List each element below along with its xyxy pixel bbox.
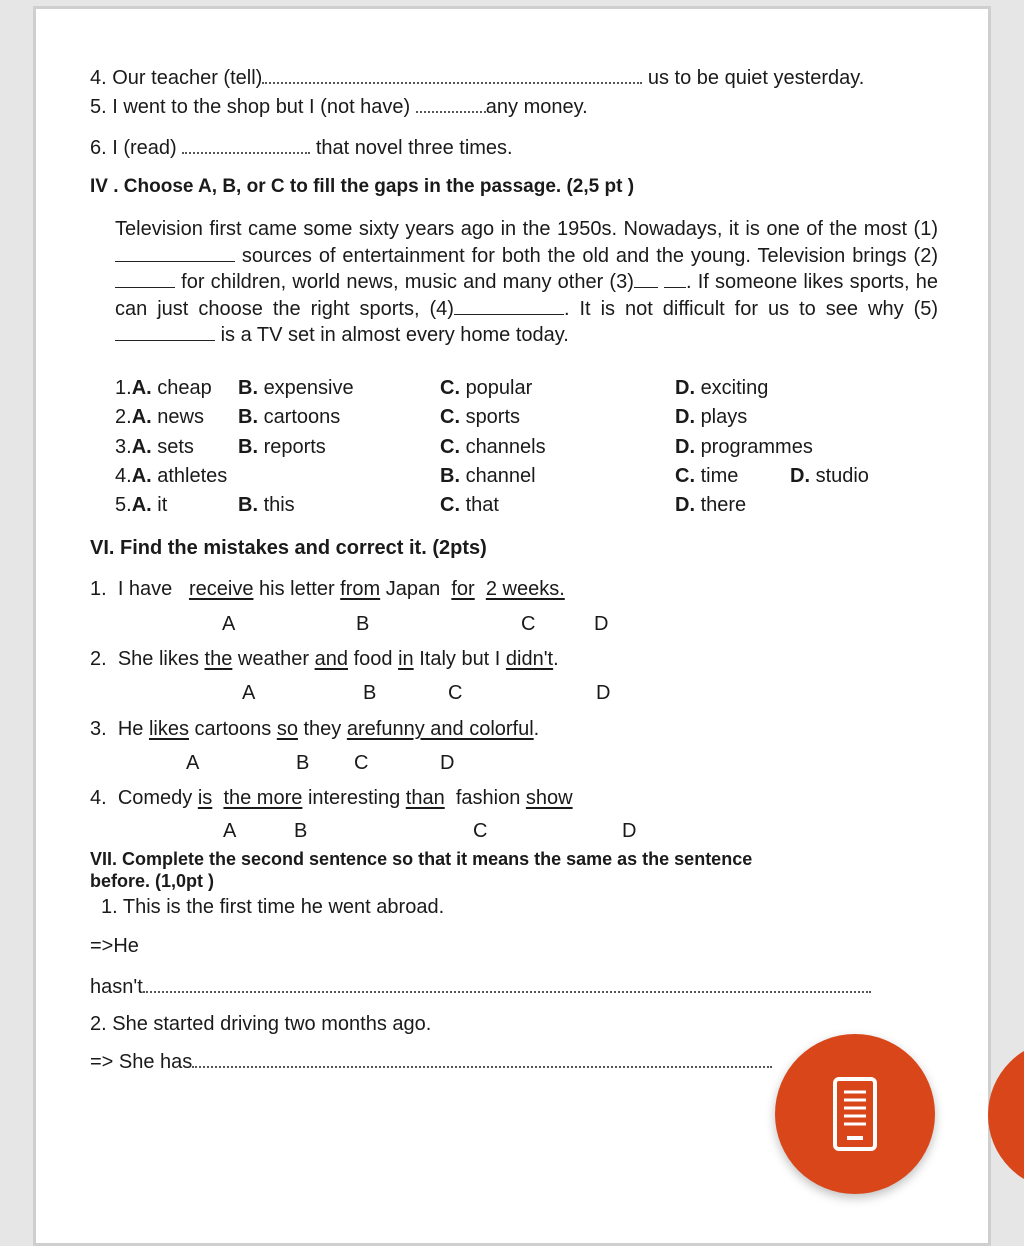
passage-text: Television first came some sixty years ago in the 1950s. Nowadays, it is one of the most (1) sources of entertainment for both the old and the young. Television brings (2) for children, world news, music and many other (3) . If someone likes sports, he can just choose the right sports, (4) . It is not difficult for us to see why (5) is a TV set in almost every home today. (115, 218, 939, 346)
option-2c: C. sports (440, 406, 521, 428)
mark-4d: D (622, 820, 637, 842)
mark-3a: A (186, 752, 200, 774)
mark-3d: D (440, 752, 455, 774)
option-2d: D. plays (675, 406, 748, 428)
option-3d: D. programmes (675, 436, 813, 458)
option-1b: B. expensive (238, 377, 354, 399)
floating-document-button[interactable] (775, 1034, 935, 1194)
option-row-4: 4.A. athletes (115, 465, 228, 487)
mark-1d: D (594, 613, 609, 635)
mark-3b: B (296, 752, 310, 774)
section-vii-heading: VII. Complete the second sentence so that it means the same as the sentence (90, 849, 753, 869)
option-row-5: 5.A. it (115, 494, 168, 516)
option-row-1: 1.A. cheap (115, 377, 212, 399)
mark-4c: C (473, 820, 488, 842)
option-5d: D. there (675, 494, 747, 516)
mark-2d: D (596, 682, 611, 704)
question-5: 5. I went to the shop but I (not have) any money. (90, 96, 588, 118)
mark-4a: A (223, 820, 237, 842)
option-4b: B. channel (440, 465, 536, 487)
option-3b: B. reports (238, 436, 326, 458)
rewrite-answer-1: hasn't (90, 975, 871, 999)
question-4: 4. Our teacher (tell) us to be quiet yesterday. (90, 67, 865, 89)
section-iv-heading: IV . Choose A, B, or C to fill the gaps in the passage. (2,5 pt ) (90, 176, 635, 197)
option-4c: C. time (675, 465, 739, 487)
option-3c: C. channels (440, 436, 546, 458)
mistake-sentence-3: 3. He likes cartoons so they arefunny and colorful. (90, 718, 540, 740)
option-row-2: 2.A. news (115, 406, 204, 428)
section-vi-heading: VI. Find the mistakes and correct it. (2pts) (90, 537, 487, 559)
option-5c: C. that (440, 494, 499, 516)
mark-2c: C (448, 682, 463, 704)
document-list-icon (775, 1034, 935, 1194)
floating-secondary-button[interactable] (988, 1040, 1024, 1190)
option-2b: B. cartoons (238, 406, 341, 428)
rewrite-answer-1-prefix: =>He (90, 935, 139, 957)
mistake-sentence-1: 1. I have receive his letter from Japan for 2 weeks. (90, 578, 565, 600)
section-vii-heading-cont: before. (1,0pt ) (90, 871, 215, 891)
option-1c: C. popular (440, 377, 533, 399)
mark-3c: C (354, 752, 369, 774)
option-4d: D. studio (790, 465, 869, 487)
rewrite-question-1: 1. This is the first time he went abroad. (101, 896, 445, 918)
mark-2b: B (363, 682, 377, 704)
rewrite-answer-2: => She has (90, 1050, 772, 1074)
option-1d: D. exciting (675, 377, 769, 399)
mark-1b: B (356, 613, 370, 635)
rewrite-question-2: 2. She started driving two months ago. (90, 1013, 432, 1035)
mistake-sentence-4: 4. Comedy is the more interesting than fashion show (90, 787, 573, 809)
mark-4b: B (294, 820, 308, 842)
mark-1c: C (521, 613, 536, 635)
option-row-3: 3.A. sets (115, 436, 194, 458)
mark-2a: A (242, 682, 256, 704)
question-6: 6. I (read) that novel three times. (90, 137, 513, 159)
mark-1a: A (222, 613, 236, 635)
option-5b: B. this (238, 494, 295, 516)
mistake-sentence-2: 2. She likes the weather and food in Italy but I didn't. (90, 648, 559, 670)
